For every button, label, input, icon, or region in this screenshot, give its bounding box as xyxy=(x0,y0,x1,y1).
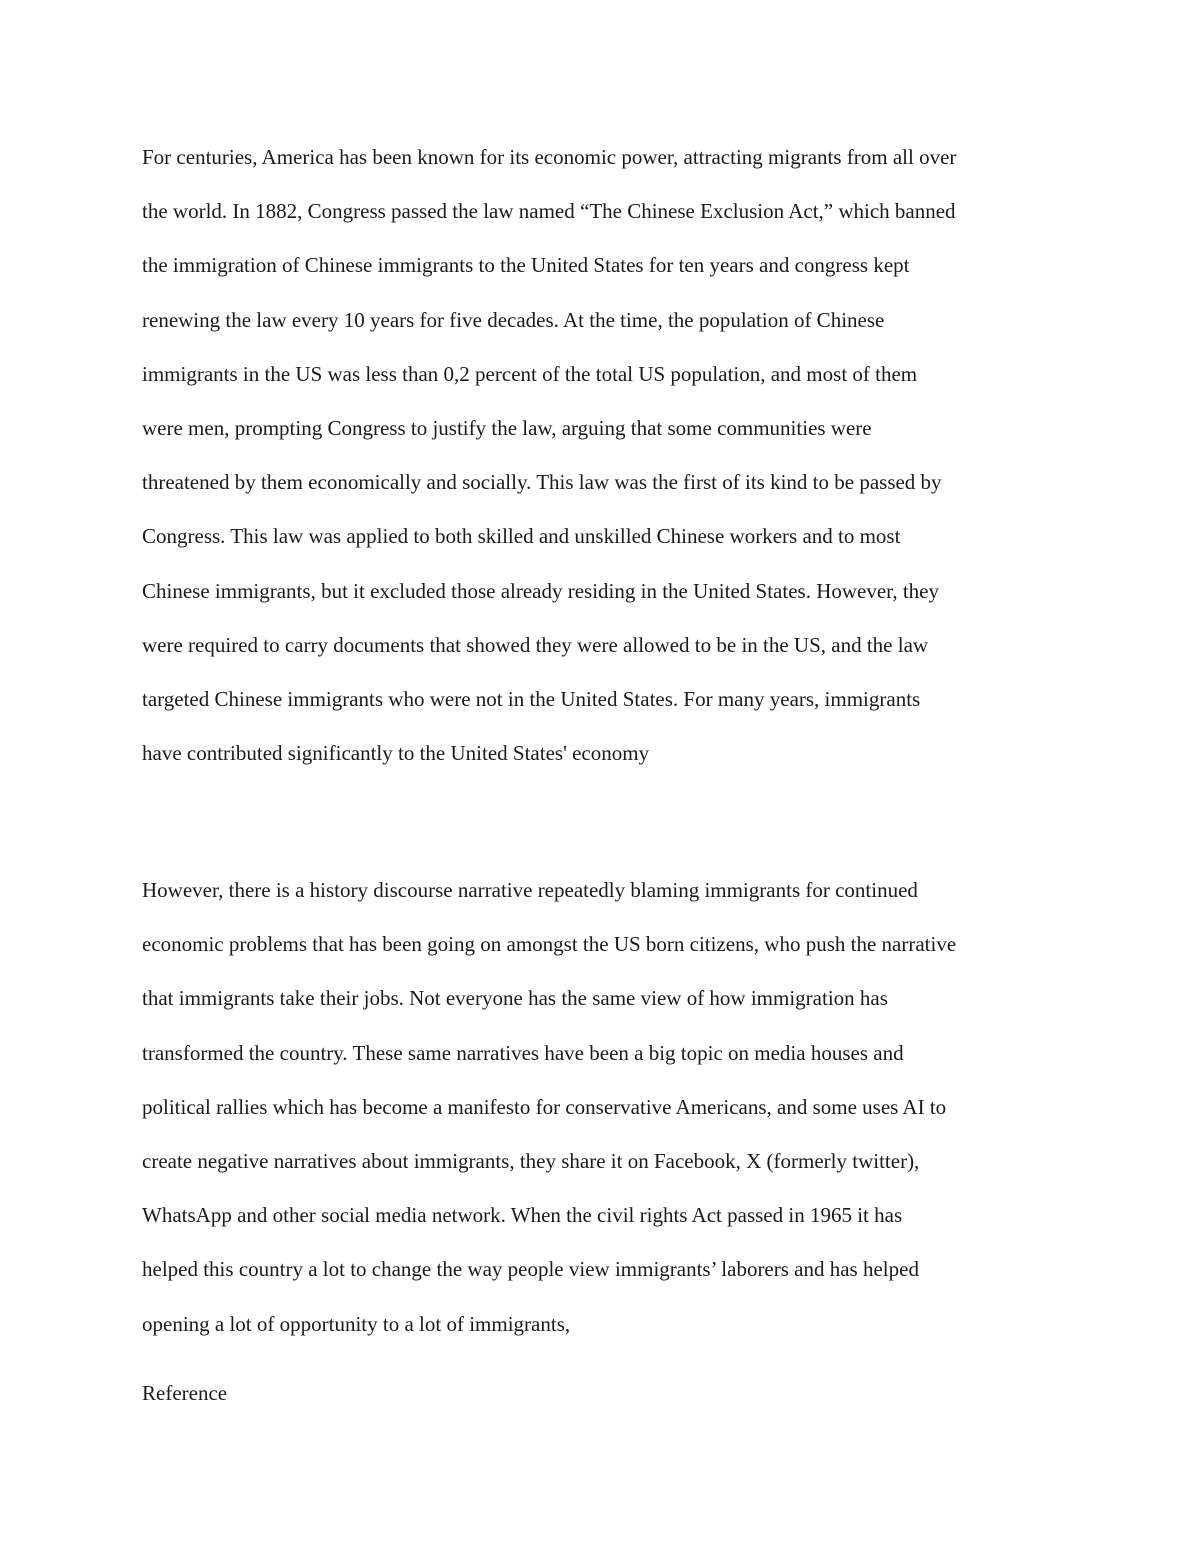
paragraph-line: were required to carry documents that showed they were allowed to be in the US, and the law xyxy=(142,632,929,657)
paragraph-line: opening a lot of opportunity to a lot of immigrants, xyxy=(142,1311,571,1336)
paragraph-line: However, there is a history discourse narrative repeatedly blaming immigrants for continued xyxy=(142,878,918,902)
paragraph-line: helped this country a lot to change the way people view immigrants’ laborers and has helped xyxy=(142,1257,919,1282)
paragraph-line: Congress. This law was applied to both skilled and unskilled Chinese workers and to most xyxy=(142,524,901,549)
body-paragraph-1 xyxy=(142,130,1072,780)
body-paragraph-2 xyxy=(142,863,1072,1351)
paragraph-line: threatened by them economically and socially. This law was the first of its kind to be passed by xyxy=(142,470,942,495)
paragraph-line: were men, prompting Congress to justify the law, arguing that some communities were xyxy=(142,415,872,440)
paragraph-line: renewing the law every 10 years for five decades. At the time, the population of Chinese xyxy=(142,307,885,332)
paragraph-line: immigrants in the US was less than 0,2 percent of the total US population, and most of them xyxy=(142,361,918,386)
paragraph-line: that immigrants take their jobs. Not everyone has the same view of how immigration has xyxy=(142,986,888,1011)
paragraph-line: WhatsApp and other social media network. When the civil rights Act passed in 1965 it has xyxy=(142,1203,903,1228)
paragraph-line: have contributed significantly to the United States' economy xyxy=(142,741,650,766)
paragraph-line: political rallies which has become a manifesto for conservative Americans, and some uses AI to xyxy=(142,1094,947,1119)
paragraph-line: transformed the country. These same narratives have been a big topic on media houses and xyxy=(142,1040,904,1065)
paragraph-line: For centuries, America has been known for its economic power, attracting migrants from all over xyxy=(142,145,957,169)
paragraph-line: economic problems that has been going on amongst the US born citizens, who push the narrative xyxy=(142,932,957,957)
reference-heading: Reference xyxy=(142,1381,228,1405)
paragraph-line: targeted Chinese immigrants who were not in the United States. For many years, immigrants xyxy=(142,686,921,711)
paragraph-line: create negative narratives about immigrants, they share it on Facebook, X (formerly twitter), xyxy=(142,1148,920,1173)
paragraph-line: the immigration of Chinese immigrants to the United States for ten years and congress kept xyxy=(142,253,910,278)
paragraph-line: Chinese immigrants, but it excluded those already residing in the United States. However, they xyxy=(142,578,939,603)
paragraph-line: the world. In 1882, Congress passed the law named “The Chinese Exclusion Act,” which banned xyxy=(142,199,956,224)
